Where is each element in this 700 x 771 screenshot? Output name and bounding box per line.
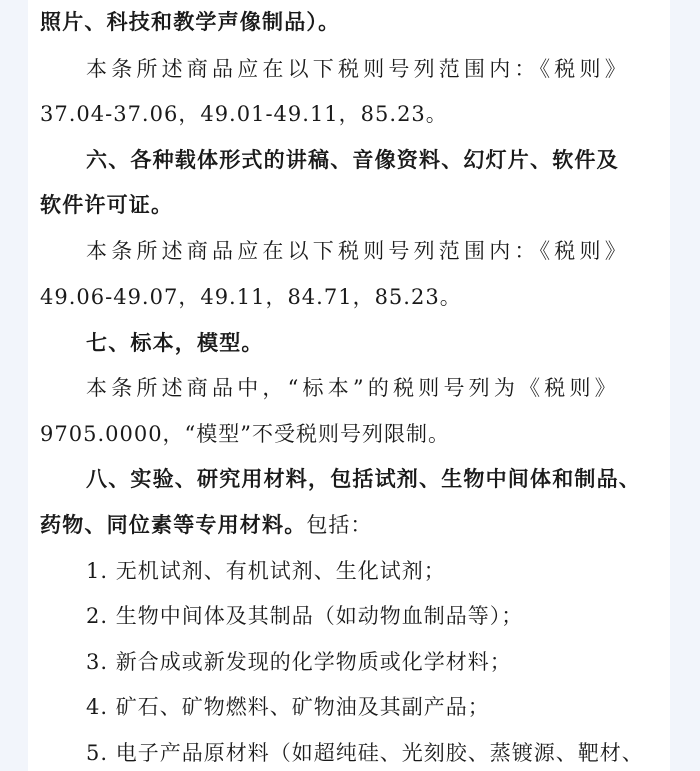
text-line-2: 本条所述商品应在以下税则号列范围内：《税则》: [86, 57, 630, 81]
list-item-2: 2. 生物中间体及其制品（如动物血制品等）；: [86, 604, 524, 628]
text-line-3: 37.04-37.06，49.01-49.11，85.23。: [40, 102, 448, 126]
list-item-1: 1. 无机试剂、有机试剂、生化试剂；: [86, 559, 446, 583]
text-line-6: 本条所述商品应在以下税则号列范围内：《税则》: [86, 239, 630, 263]
heading-continuation: 药物、同位素等专用材料。: [40, 513, 307, 537]
list-item-4: 4. 矿石、矿物燃料、矿物油及其副产品；: [86, 695, 490, 719]
list-item-3: 3. 新合成或新发现的化学物质或化学材料；: [86, 650, 512, 674]
text-line-9: 本条所述商品中，“标本”的税则号列为《税则》: [86, 376, 620, 400]
text-line-12: [40, 509, 372, 539]
inline-text: 包括：: [306, 513, 373, 537]
text-line-5: 软件许可证。: [40, 193, 174, 217]
text-line-10: 9705.0000，“模型”不受税则号列限制。: [40, 422, 451, 446]
list-item-5: 5. 电子产品原材料（如超纯硅、光刻胶、蒸镀源、靶材、: [86, 741, 644, 765]
section-heading-6: 六、各种载体形式的讲稿、音像资料、幻灯片、软件及: [86, 148, 619, 172]
section-heading-8: 八、实验、研究用材料，包括试剂、生物中间体和制品、: [86, 467, 641, 491]
document-page: [28, 0, 670, 771]
text-line-1: 照片、科技和教学声像制品）。: [40, 10, 341, 34]
text-line-7: 49.06-49.07，49.11，84.71，85.23。: [40, 285, 462, 309]
section-heading-7: 七、标本，模型。: [86, 331, 264, 355]
